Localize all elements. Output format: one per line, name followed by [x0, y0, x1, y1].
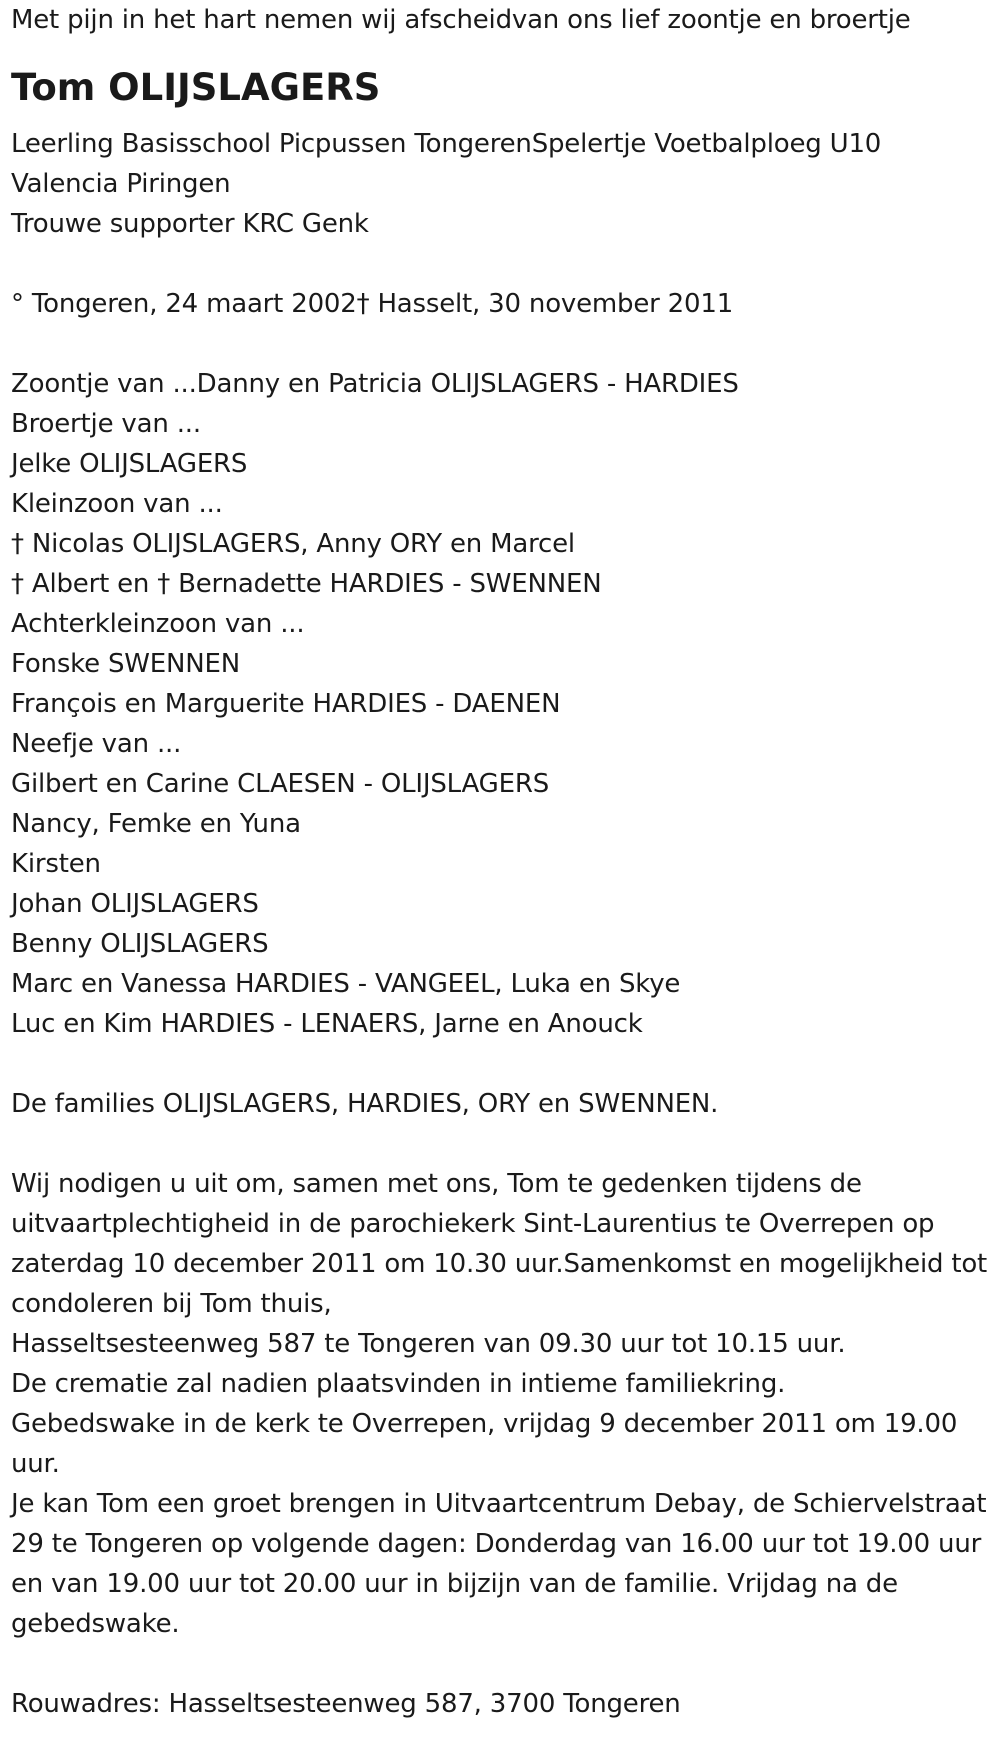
ceremony-invitation: Wij nodigen u uit om, samen met ons, Tom te gedenken tijdens de uitvaartplechtigheid in de parochiekerk Sint-Laurentius te Overrepen op zaterdag 10 december 2011 om 10.30 uur.Samenkomst en mogelijkheid tot condoleren bij Tom thuis, [11, 1169, 988, 1319]
family-line: Kirsten [11, 849, 101, 879]
prayer-wake: Gebedswake in de kerk te Overrepen, vrijdag 9 december 2011 om 19.00 uur. [11, 1409, 958, 1479]
mourning-address: Rouwadres: Hasseltsesteenweg 587, 3700 Tongeren [11, 1689, 681, 1719]
obituary [11, 0, 996, 1724]
family-line: Broertje van ... [11, 409, 201, 439]
family-line: Benny OLIJSLAGERS [11, 929, 269, 959]
ceremony-address-time: Hasseltsesteenweg 587 te Tongeren van 09.30 uur tot 10.15 uur. [11, 1329, 846, 1359]
family-line: Marc en Vanessa HARDIES - VANGEEL, Luka en Skye [11, 969, 681, 999]
family-line: Johan OLIJSLAGERS [11, 889, 259, 919]
family-line: Kleinzoon van ... [11, 489, 223, 519]
visitation-info: Je kan Tom een groet brengen in Uitvaartcentrum Debay, de Schiervelstraat 29 te Tongeren op volgende dagen: Donderdag van 16.00 uur tot 19.00 uur en van 19.00 uur tot 20.00 uur in bijzijn van de familie. Vrijdag na de gebedswake. [11, 1489, 987, 1639]
family-line: Zoontje van ...Danny en Patricia OLIJSLAGERS - HARDIES [11, 369, 739, 399]
family-line: Jelke OLIJSLAGERS [11, 449, 248, 479]
family-line: Achterkleinzoon van ... [11, 609, 305, 639]
family-line: Neefje van ... [11, 729, 182, 759]
family-line: † Albert en † Bernadette HARDIES - SWENNEN [11, 569, 602, 599]
family-line: † Nicolas OLIJSLAGERS, Anny ORY en Marcel [11, 529, 575, 559]
spacer [11, 1644, 996, 1684]
spacer [11, 1124, 996, 1164]
families-line: De families OLIJSLAGERS, HARDIES, ORY en SWENNEN. [11, 1089, 719, 1119]
spacer [11, 1044, 996, 1084]
birth-death-dates: ° Tongeren, 24 maart 2002† Hasselt, 30 november 2011 [11, 289, 734, 319]
role-line: Leerling Basisschool Picpussen TongerenSpelertje Voetbalploeg U10 [11, 129, 882, 159]
role-line: Valencia Piringen [11, 169, 231, 199]
role-line: Trouwe supporter KRC Genk [11, 209, 369, 239]
spacer [11, 324, 996, 364]
intro-text: Met pijn in het hart nemen wij afscheidvan ons lief zoontje en broertje [11, 5, 911, 35]
family-line: Gilbert en Carine CLAESEN - OLIJSLAGERS [11, 769, 550, 799]
family-line: Fonske SWENNEN [11, 649, 240, 679]
family-line: François en Marguerite HARDIES - DAENEN [11, 689, 561, 719]
family-line: Luc en Kim HARDIES - LENAERS, Jarne en Anouck [11, 1009, 643, 1039]
cremation-note: De crematie zal nadien plaatsvinden in intieme familiekring. [11, 1369, 786, 1399]
deceased-name: Tom OLIJSLAGERS [11, 66, 381, 109]
family-line: Nancy, Femke en Yuna [11, 809, 301, 839]
spacer [11, 244, 996, 284]
